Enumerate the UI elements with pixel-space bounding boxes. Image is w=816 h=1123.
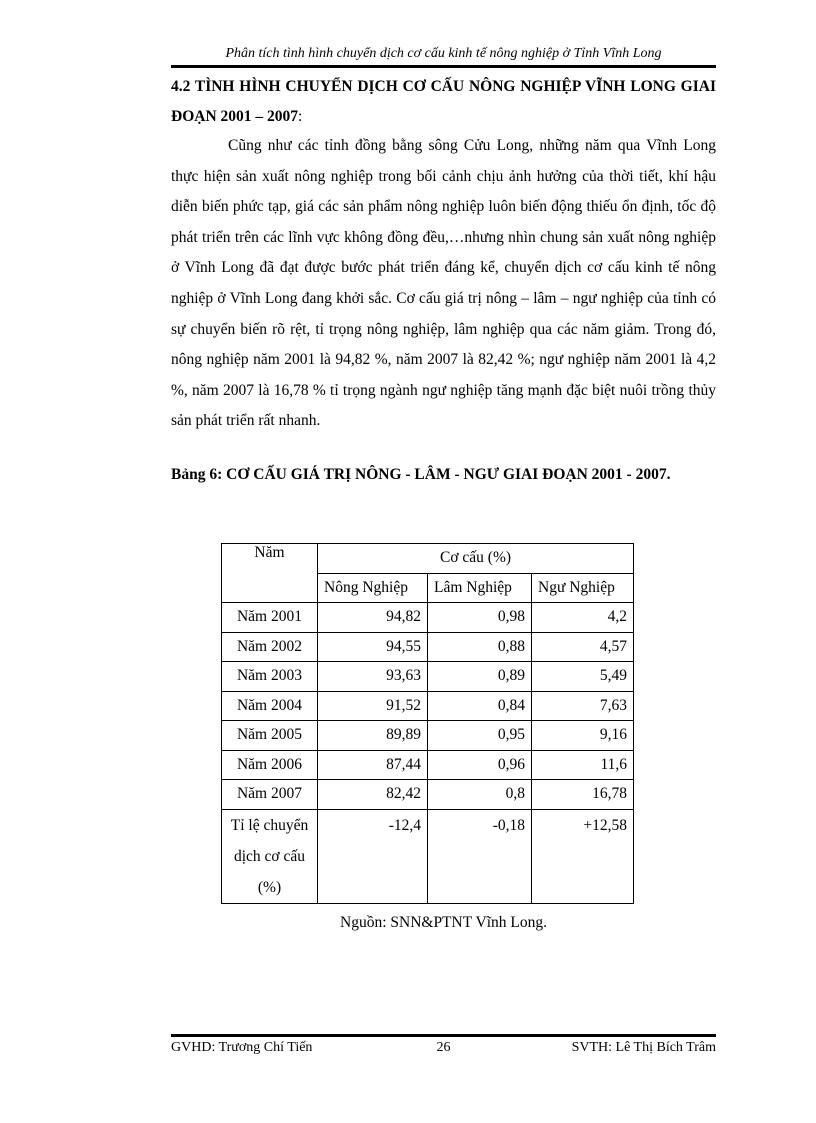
table-row	[222, 750, 634, 780]
header-year: Năm	[222, 544, 318, 603]
table-row	[222, 780, 634, 810]
row-lam: 0,84	[428, 691, 532, 721]
section-title-suffix: :	[298, 108, 303, 125]
row-nong: 93,63	[318, 662, 428, 692]
table-header-row	[222, 544, 634, 574]
row-ngu: 5,49	[532, 662, 634, 692]
row-nong: 94,55	[318, 632, 428, 662]
row-year: Năm 2007	[222, 780, 318, 810]
header-rule	[171, 65, 716, 68]
row-nong: 91,52	[318, 691, 428, 721]
running-header: Phân tích tình hình chuyển dịch cơ cấu kinh tế nông nghiệp ở Tỉnh Vĩnh Long	[225, 46, 662, 61]
row-nong: 87,44	[318, 750, 428, 780]
footer-student: SVTH: Lê Thị Bích Trâm	[571, 1040, 716, 1055]
row-ngu: 9,16	[532, 721, 634, 751]
row-lam: 0,96	[428, 750, 532, 780]
header-nong: Nông Nghiệp	[318, 573, 428, 603]
row-year: Năm 2003	[222, 662, 318, 692]
footer-advisor: GVHD: Trương Chí Tiến	[171, 1040, 313, 1055]
shift-lam: -0,18	[428, 809, 532, 903]
row-year: Năm 2001	[222, 603, 318, 633]
row-year: Năm 2006	[222, 750, 318, 780]
header-group: Cơ cấu (%)	[318, 544, 634, 574]
row-ngu: 4,57	[532, 632, 634, 662]
row-year: Năm 2004	[222, 691, 318, 721]
row-nong: 94,82	[318, 603, 428, 633]
table-source: Nguồn: SNN&PTNT Vĩnh Long.	[340, 914, 547, 931]
shift-nong: -12,4	[318, 809, 428, 903]
row-ngu: 4,2	[532, 603, 634, 633]
row-lam: 0,98	[428, 603, 532, 633]
header-lam: Lâm Nghiệp	[428, 573, 532, 603]
shift-ngu: +12,58	[532, 809, 634, 903]
section-title	[171, 72, 716, 132]
table-caption: Bảng 6: CƠ CẤU GIÁ TRỊ NÔNG - LÂM - NGƯ GIAI ĐOẠN 2001 - 2007.	[171, 466, 671, 483]
table-row	[222, 632, 634, 662]
table-row	[222, 662, 634, 692]
table-row	[222, 721, 634, 751]
row-nong: 89,89	[318, 721, 428, 751]
row-ngu: 7,63	[532, 691, 634, 721]
footer-page-number: 26	[436, 1040, 451, 1055]
row-nong: 82,42	[318, 780, 428, 810]
shift-label: Tỉ lệ chuyển dịch cơ cấu (%)	[222, 809, 318, 903]
footer-rule	[171, 1034, 716, 1037]
row-lam: 0,88	[428, 632, 532, 662]
header-ngu: Ngư Nghiệp	[532, 573, 634, 603]
body-paragraph: Cũng như các tỉnh đồng bằng sông Cửu Long, những năm qua Vĩnh Long thực hiện sản xuất nông nghiệp trong bối cảnh chịu ảnh hưởng của thời tiết, khí hậu diễn biến phức tạp, giá các sản phẩm nông nghiệp luôn biến động thiếu ổn định, tốc độ phát triển trên các lĩnh vực không đồng đều,…nhưng nhìn chung sản xuất nông nghiệp ở Vĩnh Long đã đạt được bước phát triển đáng kể, chuyển dịch cơ cấu kinh tế nông nghiệp ở Vĩnh Long đang khởi sắc. Cơ cấu giá trị nông – lâm – ngư nghiệp của tỉnh có sự chuyển biến rõ rệt, tỉ trọng nông nghiệp, lâm nghiệp qua các năm giảm. Trong đó, nông nghiệp năm 2001 là 94,82 %, năm 2007 là 82,42 %; ngư nghiệp năm 2001 là 4,2 %, năm 2007 là 16,78 % tỉ trọng ngành ngư nghiệp tăng mạnh đặc biệt nuôi trồng thủy sản phát triển rất nhanh.	[171, 137, 716, 430]
table-row	[222, 603, 634, 633]
section-title-text: 4.2 TÌNH HÌNH CHUYỂN DỊCH CƠ CẤU NÔNG NGHIỆP VĨNH LONG GIAI ĐOẠN 2001 – 2007	[171, 78, 716, 125]
structure-table	[221, 543, 634, 904]
table-shift-row	[222, 809, 634, 903]
row-lam: 0,95	[428, 721, 532, 751]
table-row	[222, 691, 634, 721]
row-ngu: 11,6	[532, 750, 634, 780]
row-lam: 0,89	[428, 662, 532, 692]
row-year: Năm 2002	[222, 632, 318, 662]
row-year: Năm 2005	[222, 721, 318, 751]
row-lam: 0,8	[428, 780, 532, 810]
row-ngu: 16,78	[532, 780, 634, 810]
